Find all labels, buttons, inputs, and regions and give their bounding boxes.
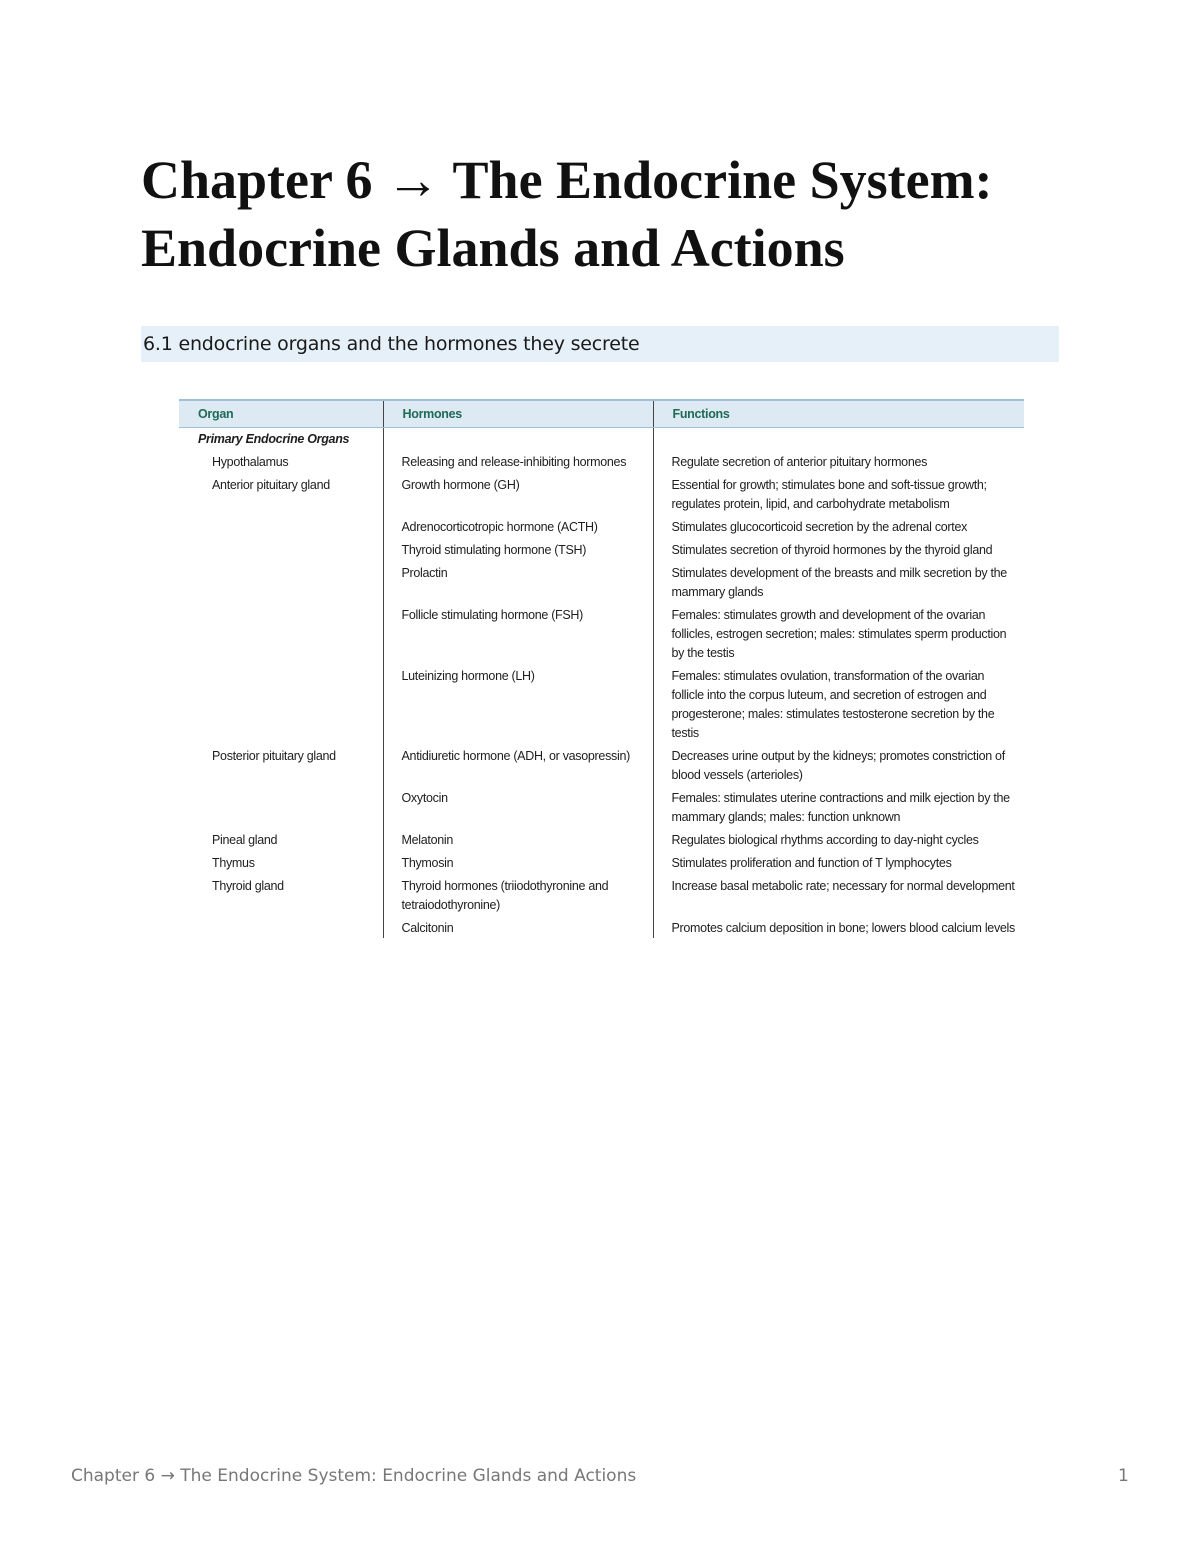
cell-function: Stimulates proliferation and function of T lymphocytes: [671, 856, 952, 870]
footer-text: Chapter 6 → The Endocrine System: Endocrine Glands and Actions: [71, 1466, 637, 1486]
cell-organ: Posterior pituitary gland: [212, 749, 336, 763]
table-row: [179, 743, 1024, 785]
cell-organ: [179, 537, 383, 560]
table-row: [179, 850, 1024, 873]
table-body: [179, 428, 1024, 939]
table-row: [179, 663, 1024, 743]
cell-organ: [179, 915, 383, 938]
table-row: [179, 602, 1024, 663]
chapter-title: [141, 146, 1081, 282]
table-header-row: [179, 400, 1024, 428]
cell-hormone: Thyroid stimulating hormone (TSH): [383, 537, 653, 560]
header-hormones: Hormones: [383, 400, 653, 428]
cell-hormone: Growth hormone (GH): [383, 472, 653, 514]
cell-function: Stimulates development of the breasts and milk secretion by the mammary glands: [671, 566, 1007, 599]
header-functions: Functions: [653, 400, 1024, 428]
cell-hormone: Adrenocorticotropic hormone (ACTH): [383, 514, 653, 537]
cell-function: Increase basal metabolic rate; necessary for normal development: [671, 879, 1015, 893]
table-row: [179, 827, 1024, 850]
cell-function: Stimulates glucocorticoid secretion by the adrenal cortex: [671, 520, 968, 534]
cell-function: Females: stimulates uterine contractions and milk ejection by the mammary glands; males: function unknown: [671, 791, 1010, 824]
cell-organ: Anterior pituitary gland: [212, 478, 330, 492]
page-number: 1: [1118, 1466, 1129, 1486]
table-row: [179, 537, 1024, 560]
cell-hormone: Releasing and release-inhibiting hormones: [383, 449, 653, 472]
group-row: [179, 428, 1024, 450]
endocrine-table-container: [179, 399, 1024, 935]
cell-function: Essential for growth; stimulates bone and soft-tissue growth; regulates protein, lipid, and carbohydrate metabolism: [671, 478, 987, 511]
cell-organ: [179, 602, 383, 663]
table-row: [179, 560, 1024, 602]
table-row: [179, 449, 1024, 472]
cell-organ: [179, 514, 383, 537]
cell-organ: Thyroid gland: [212, 879, 284, 893]
cell-organ: [179, 785, 383, 827]
table-row: [179, 514, 1024, 537]
cell-organ: Hypothalamus: [212, 455, 289, 469]
cell-organ: Pineal gland: [212, 833, 278, 847]
cell-hormone: Calcitonin: [383, 915, 653, 938]
cell-hormone: Prolactin: [383, 560, 653, 602]
cell-function: Females: stimulates growth and development of the ovarian follicles, estrogen secretion; males: stimulates sperm production by the testis: [671, 608, 1007, 660]
group-label: Primary Endocrine Organs: [198, 432, 350, 446]
table-row: [179, 785, 1024, 827]
table-row: [179, 915, 1024, 938]
endocrine-table: [179, 399, 1024, 938]
cell-function: Regulate secretion of anterior pituitary hormones: [671, 455, 928, 469]
chapter-title-line2: Endocrine Glands and Actions: [141, 218, 845, 278]
table-row: [179, 873, 1024, 915]
cell-function: Females: stimulates ovulation, transformation of the ovarian follicle into the corpus luteum, and secretion of estrogen and progesterone; males: stimulates testosterone secretion by the testis: [671, 669, 995, 740]
section-heading: 6.1 endocrine organs and the hormones they secrete: [141, 326, 1059, 362]
chapter-title-line1: Chapter 6 → The Endocrine System:: [141, 150, 993, 210]
cell-function: Regulates biological rhythms according to day-night cycles: [671, 833, 979, 847]
cell-hormone: Melatonin: [383, 827, 653, 850]
header-organ: Organ: [179, 400, 383, 428]
cell-function: Promotes calcium deposition in bone; lowers blood calcium levels: [671, 921, 1015, 935]
cell-hormone: Thyroid hormones (triiodothyronine and tetraiodothyronine): [383, 873, 653, 915]
cell-organ: Thymus: [212, 856, 255, 870]
cell-function: Stimulates secretion of thyroid hormones by the thyroid gland: [671, 543, 993, 557]
cell-hormone: Luteinizing hormone (LH): [383, 663, 653, 743]
table-row: [179, 472, 1024, 514]
cell-organ: [179, 663, 383, 743]
cell-hormone: Follicle stimulating hormone (FSH): [383, 602, 653, 663]
cell-hormone: Antidiuretic hormone (ADH, or vasopressin): [383, 743, 653, 785]
cell-hormone: Oxytocin: [383, 785, 653, 827]
cell-hormone: Thymosin: [383, 850, 653, 873]
cell-function: Decreases urine output by the kidneys; promotes constriction of blood vessels (arterioles): [671, 749, 1005, 782]
cell-organ: [179, 560, 383, 602]
